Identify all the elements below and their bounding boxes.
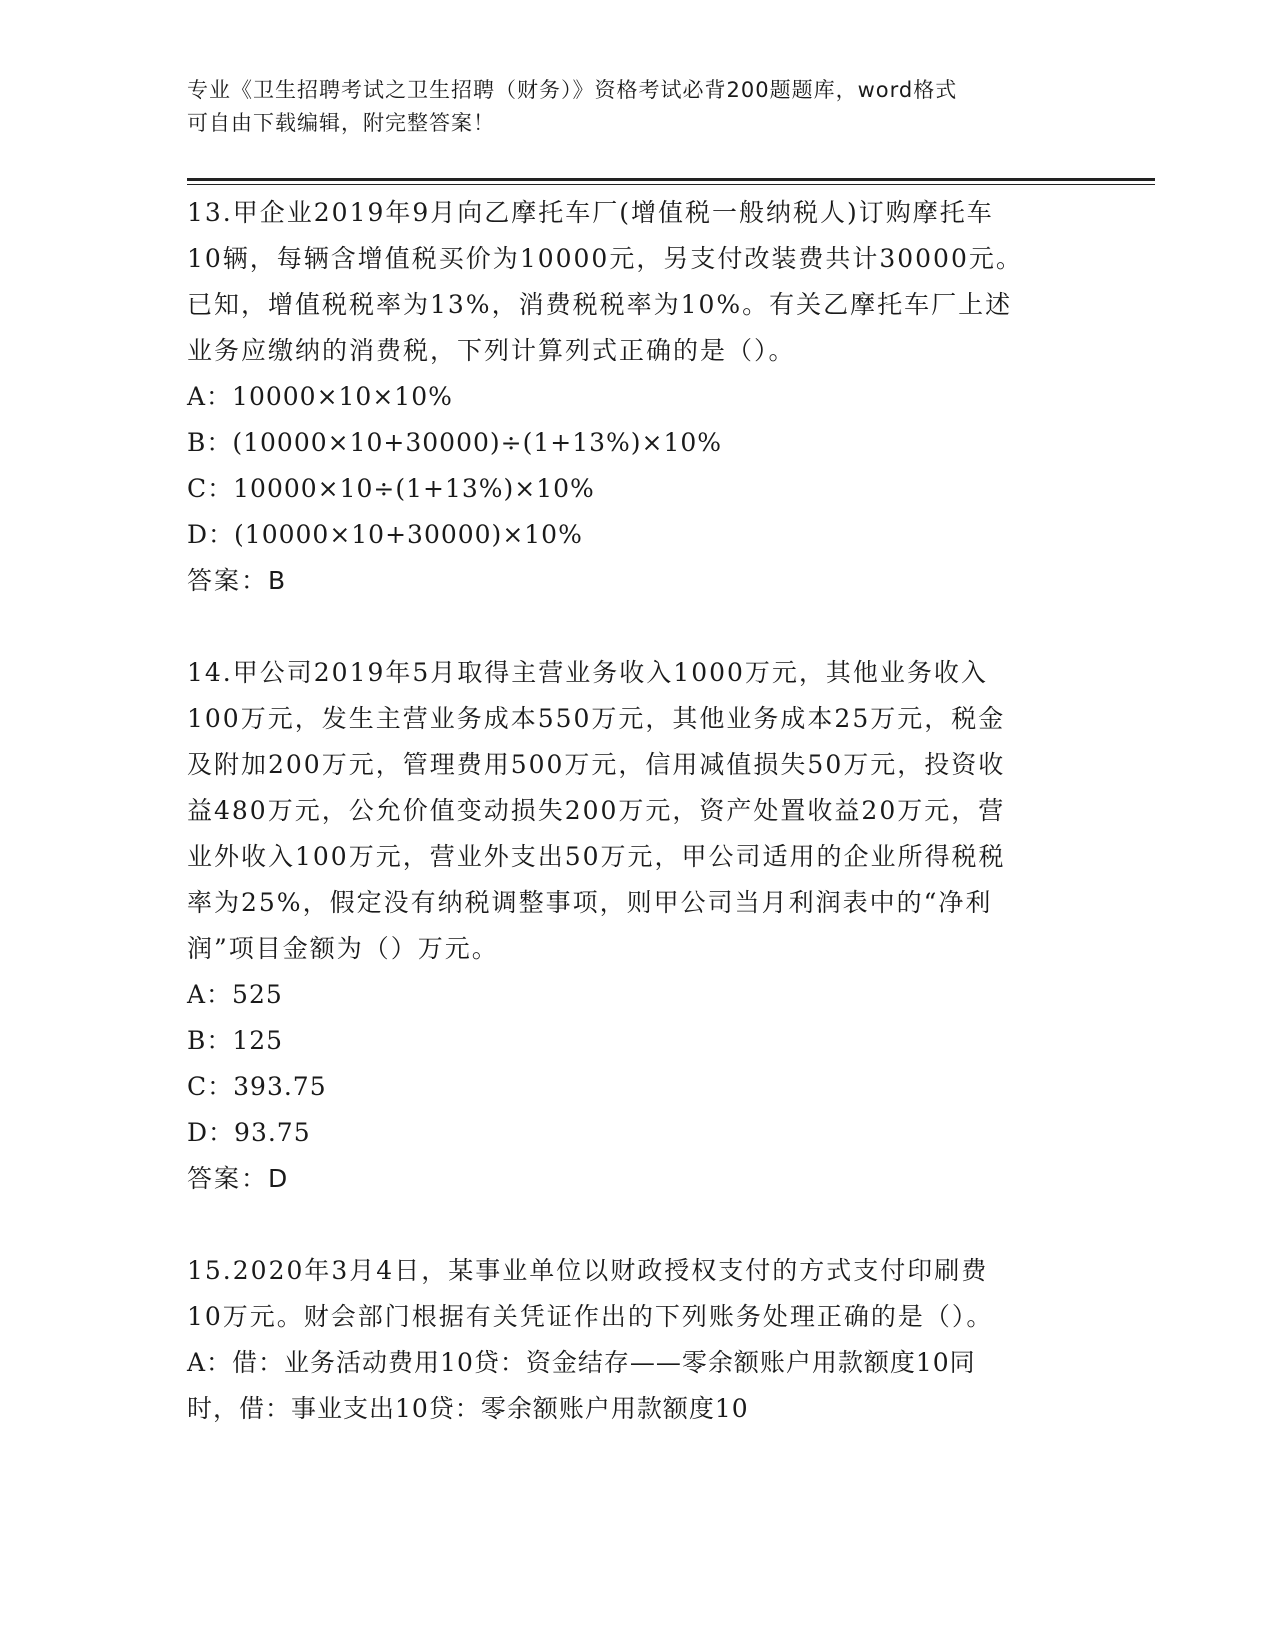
question-text-line: 业外收入100万元，营业外支出50万元，甲公司适用的企业所得税税 — [187, 842, 1006, 871]
question-13 — [187, 190, 1087, 604]
question-spacer — [187, 604, 1087, 650]
document-header — [187, 74, 1067, 140]
question-text-line: 益480万元，公允价值变动损失200万元，资产处置收益20万元，营 — [187, 796, 1006, 825]
option-a-continued: 时，借：事业支出10贷：零余额账户用款额度10 — [187, 1394, 749, 1423]
question-15 — [187, 1248, 1087, 1432]
option-b: B：(10000×10+30000)÷(1+13%)×10% — [187, 428, 723, 457]
option-b: B：125 — [187, 1026, 284, 1055]
answer-label: 答案：D — [187, 1164, 290, 1193]
question-text-line: 10万元。财会部门根据有关凭证作出的下列账务处理正确的是（）。 — [187, 1302, 994, 1331]
question-text-line: 10辆，每辆含增值税买价为10000元，另支付改装费共计30000元。 — [187, 244, 1023, 273]
question-text-line: 率为25%，假定没有纳税调整事项，则甲公司当月利润表中的“净利 — [187, 888, 993, 917]
option-a: A：借：业务活动费用10贷：资金结存——零余额账户用款额度10同 — [187, 1348, 976, 1377]
question-text-line: 已知，增值税税率为13%，消费税税率为10%。有关乙摩托车厂上述 — [187, 290, 1013, 319]
header-divider-thick — [187, 178, 1155, 181]
option-a: A：525 — [187, 980, 283, 1009]
question-list — [187, 190, 1087, 1432]
header-divider-thin — [187, 184, 1155, 185]
question-text-line: 业务应缴纳的消费税，下列计算列式正确的是（）。 — [187, 336, 796, 365]
answer-label: 答案：B — [187, 566, 288, 595]
question-text-line: 100万元，发生主营业务成本550万元，其他业务成本25万元，税金 — [187, 704, 1006, 733]
question-spacer — [187, 1202, 1087, 1248]
question-text-line: 14.甲公司2019年5月取得主营业务收入1000万元，其他业务收入 — [187, 658, 988, 687]
header-line-1: 专业《卫生招聘考试之卫生招聘（财务）》资格考试必背200题题库，word格式 — [187, 78, 958, 102]
question-14 — [187, 650, 1087, 1202]
option-d: D：93.75 — [187, 1118, 311, 1147]
question-text-line: 13.甲企业2019年9月向乙摩托车厂(增值税一般纳税人)订购摩托车 — [187, 198, 994, 227]
option-d: D：(10000×10+30000)×10% — [187, 520, 583, 549]
question-text-line: 及附加200万元，管理费用500万元，信用减值损失50万元，投资收 — [187, 750, 1006, 779]
question-text-line: 润”项目金额为（）万元。 — [187, 934, 499, 963]
option-c: C：393.75 — [187, 1072, 327, 1101]
option-a: A：10000×10×10% — [187, 382, 453, 411]
header-line-2: 可自由下载编辑，附完整答案！ — [187, 111, 495, 135]
option-c: C：10000×10÷(1+13%)×10% — [187, 474, 595, 503]
question-text-line: 15.2020年3月4日，某事业单位以财政授权支付的方式支付印刷费 — [187, 1256, 989, 1285]
